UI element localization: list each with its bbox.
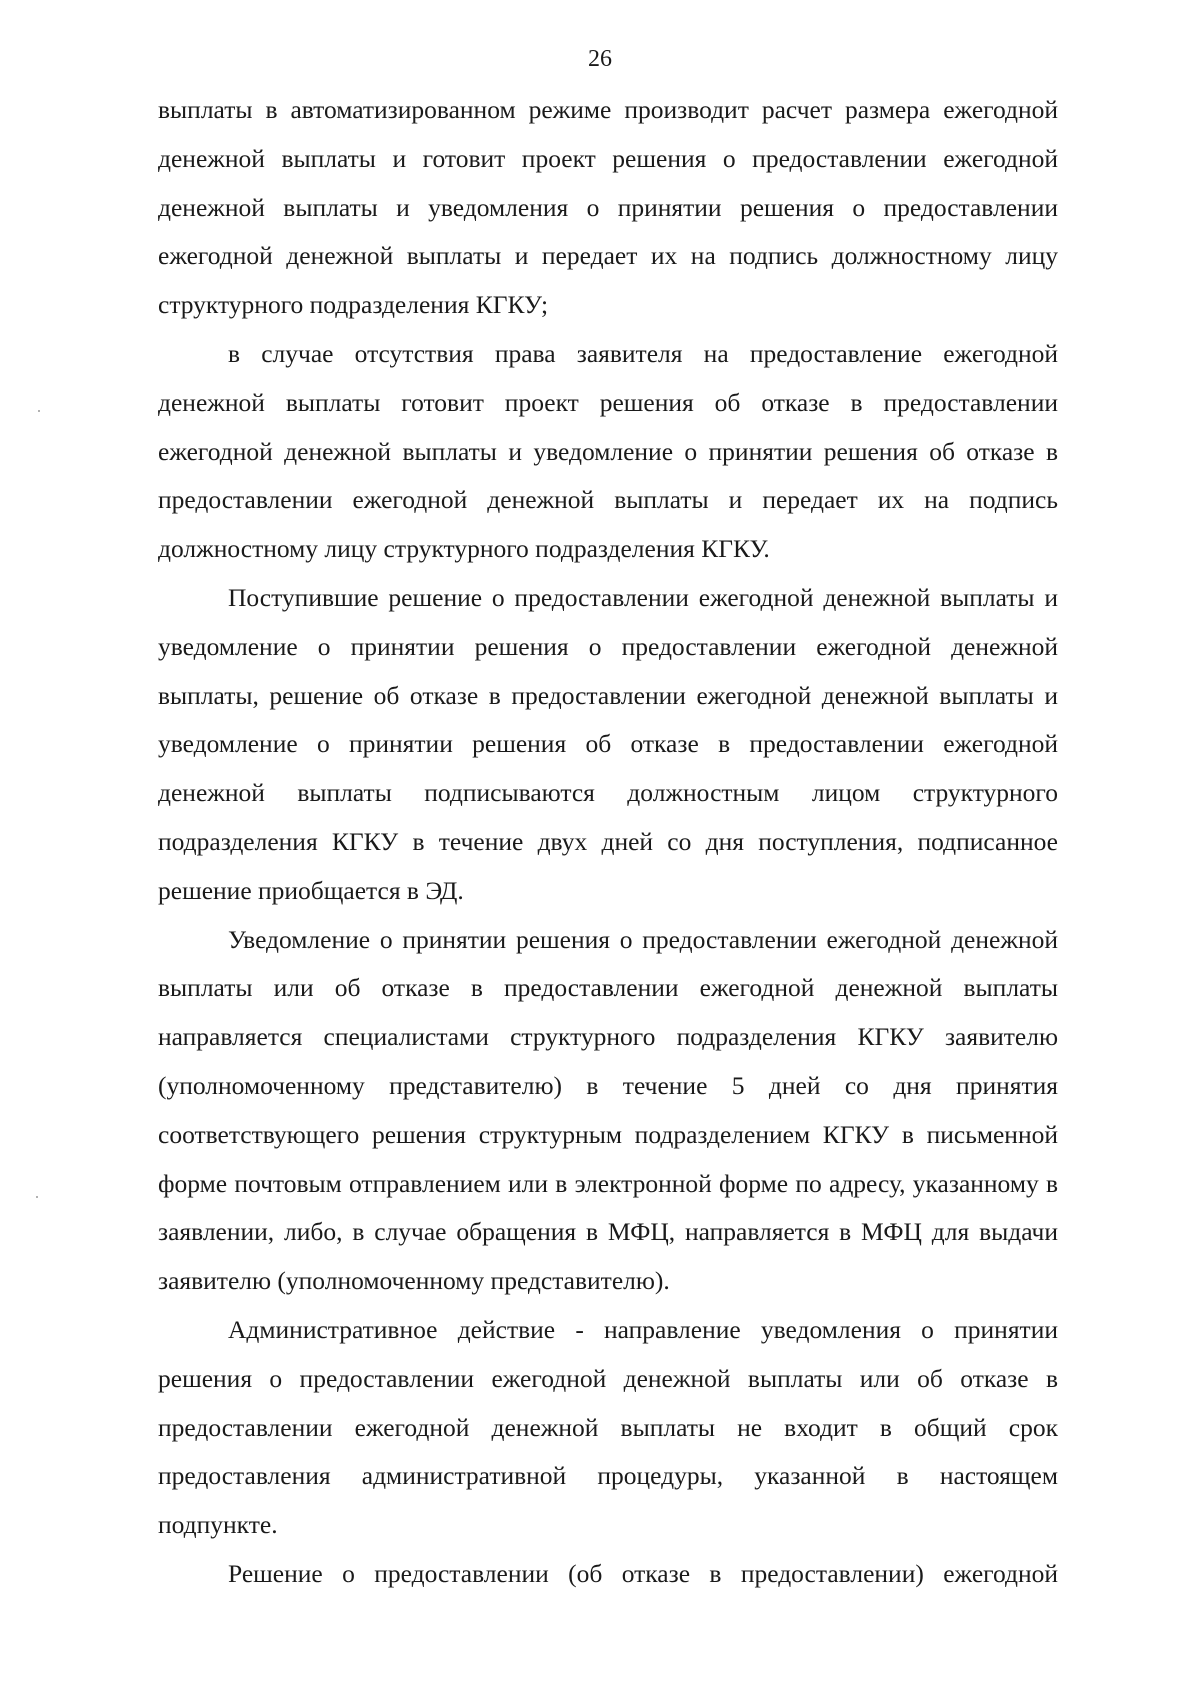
- paragraph-3: Поступившие решение о предоставлении ежегодной денежной выплаты и уведомление о принятии решения о предоставлении ежегодной денежной выплаты, решение об отказе в предоставлении ежегодной денежной выплаты и уведомление о принятии решения об отказе в предоставлении ежегодной денежной выплаты подписываются должностным лицом структурного подразделения КГКУ в течение двух дней со дня поступления, подписанное решение приобщается в ЭД.: [158, 582, 1058, 905]
- scan-speck: [38, 410, 40, 412]
- page-number: 26: [588, 46, 612, 72]
- paragraph-4: Уведомление о принятии решения о предоставлении ежегодной денежной выплаты или об отказе в предоставлении ежегодной денежной выплаты направляется специалистами структурного подразделения КГКУ заявителю (уполномоченному представителю) в течение 5 дней со дня принятия соответствующего решения структурным подразделением КГКУ в письменной форме почтовым отправлением или в электронной форме по адресу, указанному в заявлении, либо, в случае обращения в МФЦ, направляется в МФЦ для выдачи заявителю (уполномоченному представителю).: [158, 924, 1058, 1296]
- paragraph-2: в случае отсутствия права заявителя на предоставление ежегодной денежной выплаты готовит проект решения об отказе в предоставлении ежегодной денежной выплаты и уведомление о принятии решения об отказе в предоставлении ежегодной денежной выплаты и передает их на подпись должностному лицу структурного подразделения КГКУ.: [158, 338, 1058, 564]
- document-body: [158, 86, 1058, 1599]
- paragraph-6: Решение о предоставлении (об отказе в предоставлении) ежегодной: [228, 1558, 1058, 1588]
- paragraph-5: Административное действие - направление уведомления о принятии решения о предоставлении ежегодной денежной выплаты или об отказе в предоставлении ежегодной денежной выплаты не входит в общий срок предоставления административной процедуры, указанной в настоящем подпункте.: [158, 1314, 1058, 1540]
- paragraph-1: выплаты в автоматизированном режиме производит расчет размера ежегодной денежной выплаты и готовит проект решения о предоставлении ежегодной денежной выплаты и уведомления о принятии решения о предоставлении ежегодной денежной выплаты и передает их на подпись должностному лицу структурного подразделения КГКУ;: [158, 95, 1058, 320]
- scan-speck: [36, 1196, 38, 1198]
